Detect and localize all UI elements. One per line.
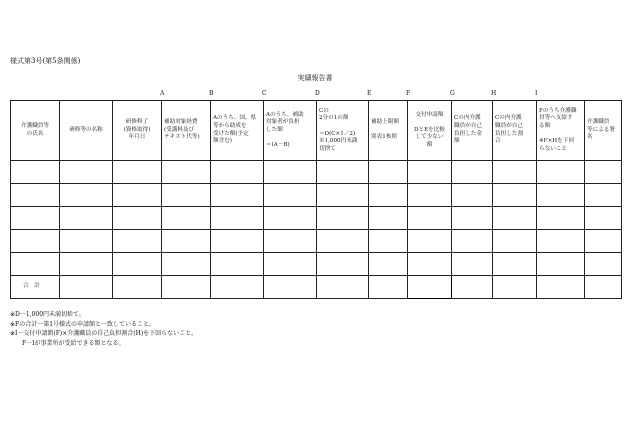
table-cell[interactable] [493,161,537,184]
table-cell[interactable] [369,276,408,299]
table-cell[interactable] [493,253,537,276]
notes [10,310,197,348]
column-header-line: 受けた額(予定 [213,130,249,137]
column-header-line: (資格取得) [123,126,151,133]
table-cell[interactable] [264,276,317,299]
column-header-line: 額含む) [213,138,232,145]
table-cell[interactable] [369,161,408,184]
column-header-line: 職員が自己 [495,122,523,129]
table-cell[interactable] [162,230,211,253]
document-title: 実績報告書 [297,74,333,82]
column-header [369,101,408,161]
table-cell[interactable] [264,230,317,253]
table-cell[interactable] [60,184,113,207]
column-header [408,101,452,161]
table-cell[interactable] [162,161,211,184]
table-row [11,184,622,207]
note-4: F－Iが事業所が受給できる額となる。 [22,339,125,347]
table-row [11,207,622,230]
column-header-line: 研修等の名称 [69,126,103,133]
column-header [493,101,537,161]
table-cell[interactable] [585,253,622,276]
table-cell[interactable] [317,161,369,184]
column-header-line: ＝D(C×1／2) [319,130,356,137]
column-header-line: 対象者が負担 [266,119,300,126]
column-header-line: 研修修了 [125,119,149,126]
form-number: 様式第3号(第5条関係) [10,57,81,65]
table-cell[interactable] [317,276,369,299]
column-header-line: 介護職員 [587,119,610,126]
column-header-line [410,119,449,127]
table-cell[interactable] [452,253,493,276]
table-cell[interactable] [11,207,60,230]
column-header [11,101,60,161]
table-cell[interactable] [211,230,264,253]
table-cell[interactable] [537,276,585,299]
table-cell[interactable] [585,184,622,207]
table-cell[interactable] [317,253,369,276]
column-header-line: 等から助成を [213,122,247,129]
table-cell[interactable] [11,161,60,184]
table-cell[interactable] [211,184,264,207]
total-row [11,276,622,299]
table-cell[interactable] [162,253,211,276]
column-letter-h: H [491,90,497,97]
column-header-line: Cの内介護 [454,115,481,122]
column-header [60,101,113,161]
column-header [317,101,369,161]
report-table [10,100,622,299]
column-header-line: 介護職員等 [21,122,49,129]
table-cell[interactable] [317,184,369,207]
column-header-line: らないこと [539,145,567,152]
table-cell[interactable] [60,230,113,253]
table-cell[interactable] [537,184,585,207]
column-header-line: の氏名 [26,130,44,137]
table-cell[interactable] [162,207,211,230]
column-header-line: 年月日 [128,134,146,141]
table-cell[interactable] [452,161,493,184]
table-cell[interactable] [408,253,452,276]
column-header-line: 名 [587,134,593,141]
column-header-line: 補助上限額 [371,119,399,126]
column-header-line: した額 [266,126,283,133]
table-cell[interactable] [493,230,537,253]
table-cell[interactable] [452,207,493,230]
table-cell[interactable] [264,184,317,207]
table-cell[interactable] [585,161,622,184]
column-header-line: Aのうち、国、県 [213,115,257,122]
column-header-line: 合 [495,138,501,145]
column-header-line: (受講料及び [164,126,195,133]
table-cell[interactable] [537,230,585,253]
table-cell[interactable] [317,230,369,253]
column-letter-b: B [209,90,214,97]
column-header-line: 等による署 [587,126,615,133]
column-header-line: ＝(A－B) [266,141,290,148]
table-cell[interactable] [585,207,622,230]
table-cell[interactable] [211,276,264,299]
column-header [585,101,622,161]
table-cell[interactable] [162,276,211,299]
table-cell[interactable] [369,207,408,230]
column-header-line: る額 [539,122,551,129]
table-cell[interactable] [113,207,162,230]
column-header-line: 負担した割 [495,130,523,137]
column-header-line: 別表1参照 [371,134,397,141]
header-row [11,101,622,161]
column-header-line: 負担した金 [454,130,482,137]
table-cell[interactable] [452,276,493,299]
table-cell[interactable] [408,161,452,184]
table-cell[interactable] [113,253,162,276]
table-cell[interactable] [452,230,493,253]
table-cell[interactable] [211,207,264,230]
column-header [211,101,264,161]
table-cell[interactable] [537,161,585,184]
table-cell[interactable] [11,230,60,253]
column-header [537,101,585,161]
table-cell[interactable] [60,276,113,299]
note-2: ※Fの合計一第1号様式の申請額と一致していること。 [10,320,156,328]
column-header-line [266,134,314,142]
column-header-line: して少ない [415,134,444,141]
table-row [11,230,622,253]
table-cell[interactable] [317,207,369,230]
column-letter-a: A [160,90,165,97]
table-cell[interactable] [11,184,60,207]
table-cell[interactable] [211,161,264,184]
column-header [264,101,317,161]
column-header-line: Aのうち、補助 [266,111,304,118]
column-letter-c: C [262,90,267,97]
column-header-line: テキスト代等) [164,134,200,141]
column-header-line: 額 [426,141,433,148]
column-header-line: 切捨て [319,145,336,152]
table-cell[interactable] [11,253,60,276]
table-cell[interactable] [369,184,408,207]
column-letters [0,90,630,100]
table-cell[interactable] [211,253,264,276]
column-header [162,101,211,161]
column-header-line: 員等へ支給す [539,115,573,122]
column-letter-e: E [367,90,372,97]
column-header-line: Cの内介護 [495,115,522,122]
table-cell[interactable] [264,161,317,184]
table-cell[interactable] [493,207,537,230]
table-cell[interactable] [60,207,113,230]
table-cell[interactable] [585,230,622,253]
column-header-line: DとEを比較 [414,126,445,133]
note-3: ※I一交付申請額(F)×介護職員の自己負担割合(H)を下回らないこと。 [10,330,198,338]
table-cell[interactable] [369,230,408,253]
table-cell[interactable] [408,230,452,253]
table-cell[interactable] [264,253,317,276]
table-cell[interactable] [60,161,113,184]
column-letter-i: I [535,90,538,97]
column-header-line: 補助対象経費 [164,119,198,126]
table-cell[interactable] [162,184,211,207]
column-header-line: 額 [454,138,460,145]
column-header-line: ※F×Hを下回 [539,138,574,145]
column-header-line: Fのうち介護職 [539,107,577,114]
table-cell[interactable] [408,207,452,230]
table-cell[interactable] [113,276,162,299]
column-header-line [319,123,366,131]
column-header-line: 交付申請額 [415,111,444,118]
table-cell[interactable] [452,184,493,207]
column-header-line: Cの [319,107,329,114]
table-cell[interactable] [537,253,585,276]
column-header-line: ※1,000円未満 [319,138,358,145]
table-cell[interactable] [537,207,585,230]
column-header-line [539,131,582,139]
table-cell[interactable] [113,184,162,207]
total-label: 合 計 [11,276,60,299]
table-cell[interactable] [493,184,537,207]
table-cell[interactable] [493,276,537,299]
column-header [452,101,493,161]
table-cell[interactable] [60,253,113,276]
column-header [113,101,162,161]
table-cell[interactable] [113,161,162,184]
table-cell[interactable] [408,184,452,207]
total-application-amount-cell[interactable] [408,276,452,299]
column-header-line: 職員が自己 [454,122,482,129]
column-header-line: 2分の1の額 [319,115,349,122]
table-row [11,253,622,276]
column-letter-g: G [450,90,455,97]
column-letter-d: D [315,90,320,97]
table-cell[interactable] [585,276,622,299]
table-cell[interactable] [264,207,317,230]
table-cell[interactable] [369,253,408,276]
column-letter-f: F [406,90,411,97]
table-row [11,161,622,184]
note-1: ※D一1,000円未満切捨て。 [10,311,85,318]
table-cell[interactable] [113,230,162,253]
